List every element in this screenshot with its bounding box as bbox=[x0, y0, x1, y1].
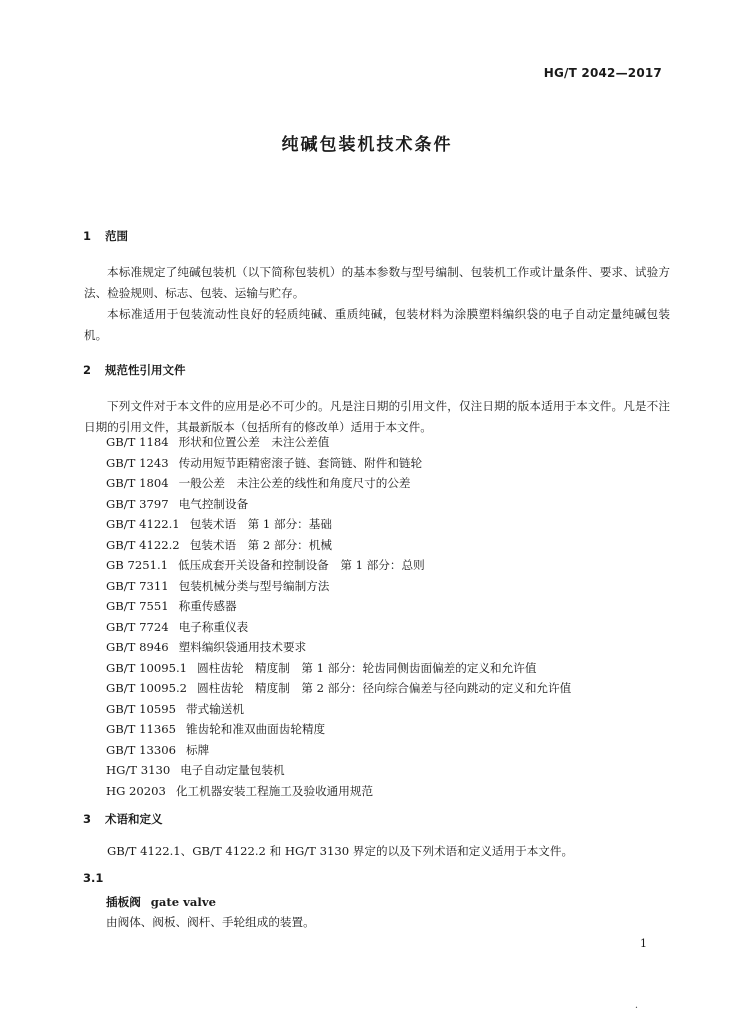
reference-title: 形状和位置公差 未注公差值 bbox=[178, 435, 330, 449]
reference-title: 一般公差 未注公差的线性和角度尺寸的公差 bbox=[178, 476, 411, 490]
reference-code: GB/T 10595 bbox=[106, 701, 176, 716]
reference-title: 圆柱齿轮 精度制 第 1 部分：轮齿同侧齿面偏差的定义和允许值 bbox=[197, 660, 537, 675]
reference-code: GB/T 1184 bbox=[106, 435, 169, 449]
reference-item bbox=[106, 719, 571, 740]
reference-title: 带式输送机 bbox=[186, 701, 244, 716]
reference-item bbox=[106, 760, 571, 781]
reference-title: 低压成套开关设备和控制设备 第 1 部分：总则 bbox=[178, 558, 425, 572]
reference-item bbox=[106, 678, 571, 699]
reference-item bbox=[106, 637, 571, 658]
reference-item bbox=[106, 473, 571, 494]
reference-item bbox=[106, 617, 571, 638]
reference-item bbox=[106, 535, 571, 556]
reference-title: 圆柱齿轮 精度制 第 2 部分：径向综合偏差与径向跳动的定义和允许值 bbox=[197, 681, 572, 695]
reference-code: GB/T 11365 bbox=[106, 722, 176, 736]
term-definition: 由阀体、阀板、阀杆、手轮组成的装置。 bbox=[106, 915, 315, 929]
reference-code: HG/T 3130 bbox=[106, 763, 171, 777]
reference-title: 传动用短节距精密滚子链、套筒链、附件和链轮 bbox=[178, 455, 423, 470]
reference-code: GB/T 10095.1 bbox=[106, 660, 188, 675]
reference-title: 电子自动定量包装机 bbox=[180, 763, 285, 777]
reference-code: GB/T 7724 bbox=[106, 619, 169, 634]
reference-code: GB/T 7311 bbox=[106, 578, 169, 593]
reference-item bbox=[106, 432, 571, 453]
reference-title: 包装术语 第 1 部分：基础 bbox=[189, 517, 332, 531]
term-name-zh: 插板阀 bbox=[106, 895, 141, 909]
term-name-en: gate valve bbox=[150, 895, 216, 909]
section-3-heading bbox=[83, 811, 163, 827]
section-3-title: 术语和定义 bbox=[105, 812, 163, 826]
reference-code: GB/T 3797 bbox=[106, 496, 169, 511]
reference-item bbox=[106, 555, 571, 576]
section-1-number: 1 bbox=[83, 229, 92, 243]
reference-title: 塑料编织袋通用技术要求 bbox=[178, 640, 307, 654]
section-2-number: 2 bbox=[83, 363, 92, 377]
reference-code: GB/T 4122.1 bbox=[106, 517, 180, 531]
section-2-intro: 下列文件对于本文件的应用是必不可少的。凡是注日期的引用文件，仅注日期的版本适用于本文件。凡是不注日期的引用文件，其最新版本（包括所有的修改单）适用于本文件。 bbox=[84, 399, 670, 434]
reference-item bbox=[106, 699, 571, 720]
reference-title: 化工机器安装工程施工及验收通用规范 bbox=[175, 783, 374, 798]
reference-code: GB/T 1243 bbox=[106, 455, 169, 470]
reference-code: GB 7251.1 bbox=[106, 558, 169, 572]
section-1-paragraph-1: 本标准规定了纯碱包装机（以下简称包装机）的基本参数与型号编制、包装机工作或计量条件、要求、试验方法、检验规则、标志、包装、运输与贮存。 bbox=[84, 265, 670, 300]
standard-code: HG/T 2042—2017 bbox=[543, 66, 662, 80]
section-1-heading bbox=[83, 228, 128, 244]
reference-item bbox=[106, 781, 571, 802]
term-number: 3.1 bbox=[83, 871, 104, 885]
reference-list bbox=[106, 432, 571, 801]
reference-item bbox=[106, 453, 571, 474]
section-2-heading bbox=[83, 362, 186, 378]
reference-code: GB/T 8946 bbox=[106, 640, 169, 654]
reference-code: GB/T 10095.2 bbox=[106, 681, 188, 695]
footer-mark: . bbox=[634, 1000, 638, 1011]
page-number: 1 bbox=[640, 937, 647, 950]
reference-item bbox=[106, 658, 571, 679]
term-name bbox=[106, 894, 216, 910]
reference-code: GB/T 13306 bbox=[106, 742, 176, 757]
section-1-title: 范围 bbox=[105, 229, 128, 243]
reference-code: HG 20203 bbox=[106, 783, 166, 798]
reference-title: 包装机械分类与型号编制方法 bbox=[178, 578, 330, 593]
reference-code: GB/T 7551 bbox=[106, 599, 169, 613]
reference-code: GB/T 4122.2 bbox=[106, 537, 180, 552]
reference-item bbox=[106, 514, 571, 535]
section-1-paragraph-2: 本标准适用于包装流动性良好的轻质纯碱、重质纯碱，包装材料为涂膜塑料编织袋的电子自动定量纯碱包装机。 bbox=[84, 307, 670, 342]
reference-title: 称重传感器 bbox=[178, 599, 237, 613]
reference-title: 电子称重仪表 bbox=[178, 619, 249, 634]
reference-item bbox=[106, 576, 571, 597]
reference-item bbox=[106, 494, 571, 515]
section-3-intro: GB/T 4122.1、GB/T 4122.2 和 HG/T 3130 界定的以及下列术语和定义适用于本文件。 bbox=[107, 844, 574, 858]
section-3-number: 3 bbox=[83, 812, 92, 826]
reference-title: 标牌 bbox=[186, 742, 210, 757]
section-2-title: 规范性引用文件 bbox=[105, 363, 186, 377]
reference-title: 锥齿轮和准双曲面齿轮精度 bbox=[186, 722, 326, 736]
reference-item bbox=[106, 596, 571, 617]
reference-item bbox=[106, 740, 571, 761]
reference-title: 包装术语 第 2 部分：机械 bbox=[189, 537, 332, 552]
document-title: 纯碱包装机技术条件 bbox=[281, 135, 453, 155]
reference-code: GB/T 1804 bbox=[106, 476, 169, 490]
reference-title: 电气控制设备 bbox=[178, 496, 249, 511]
